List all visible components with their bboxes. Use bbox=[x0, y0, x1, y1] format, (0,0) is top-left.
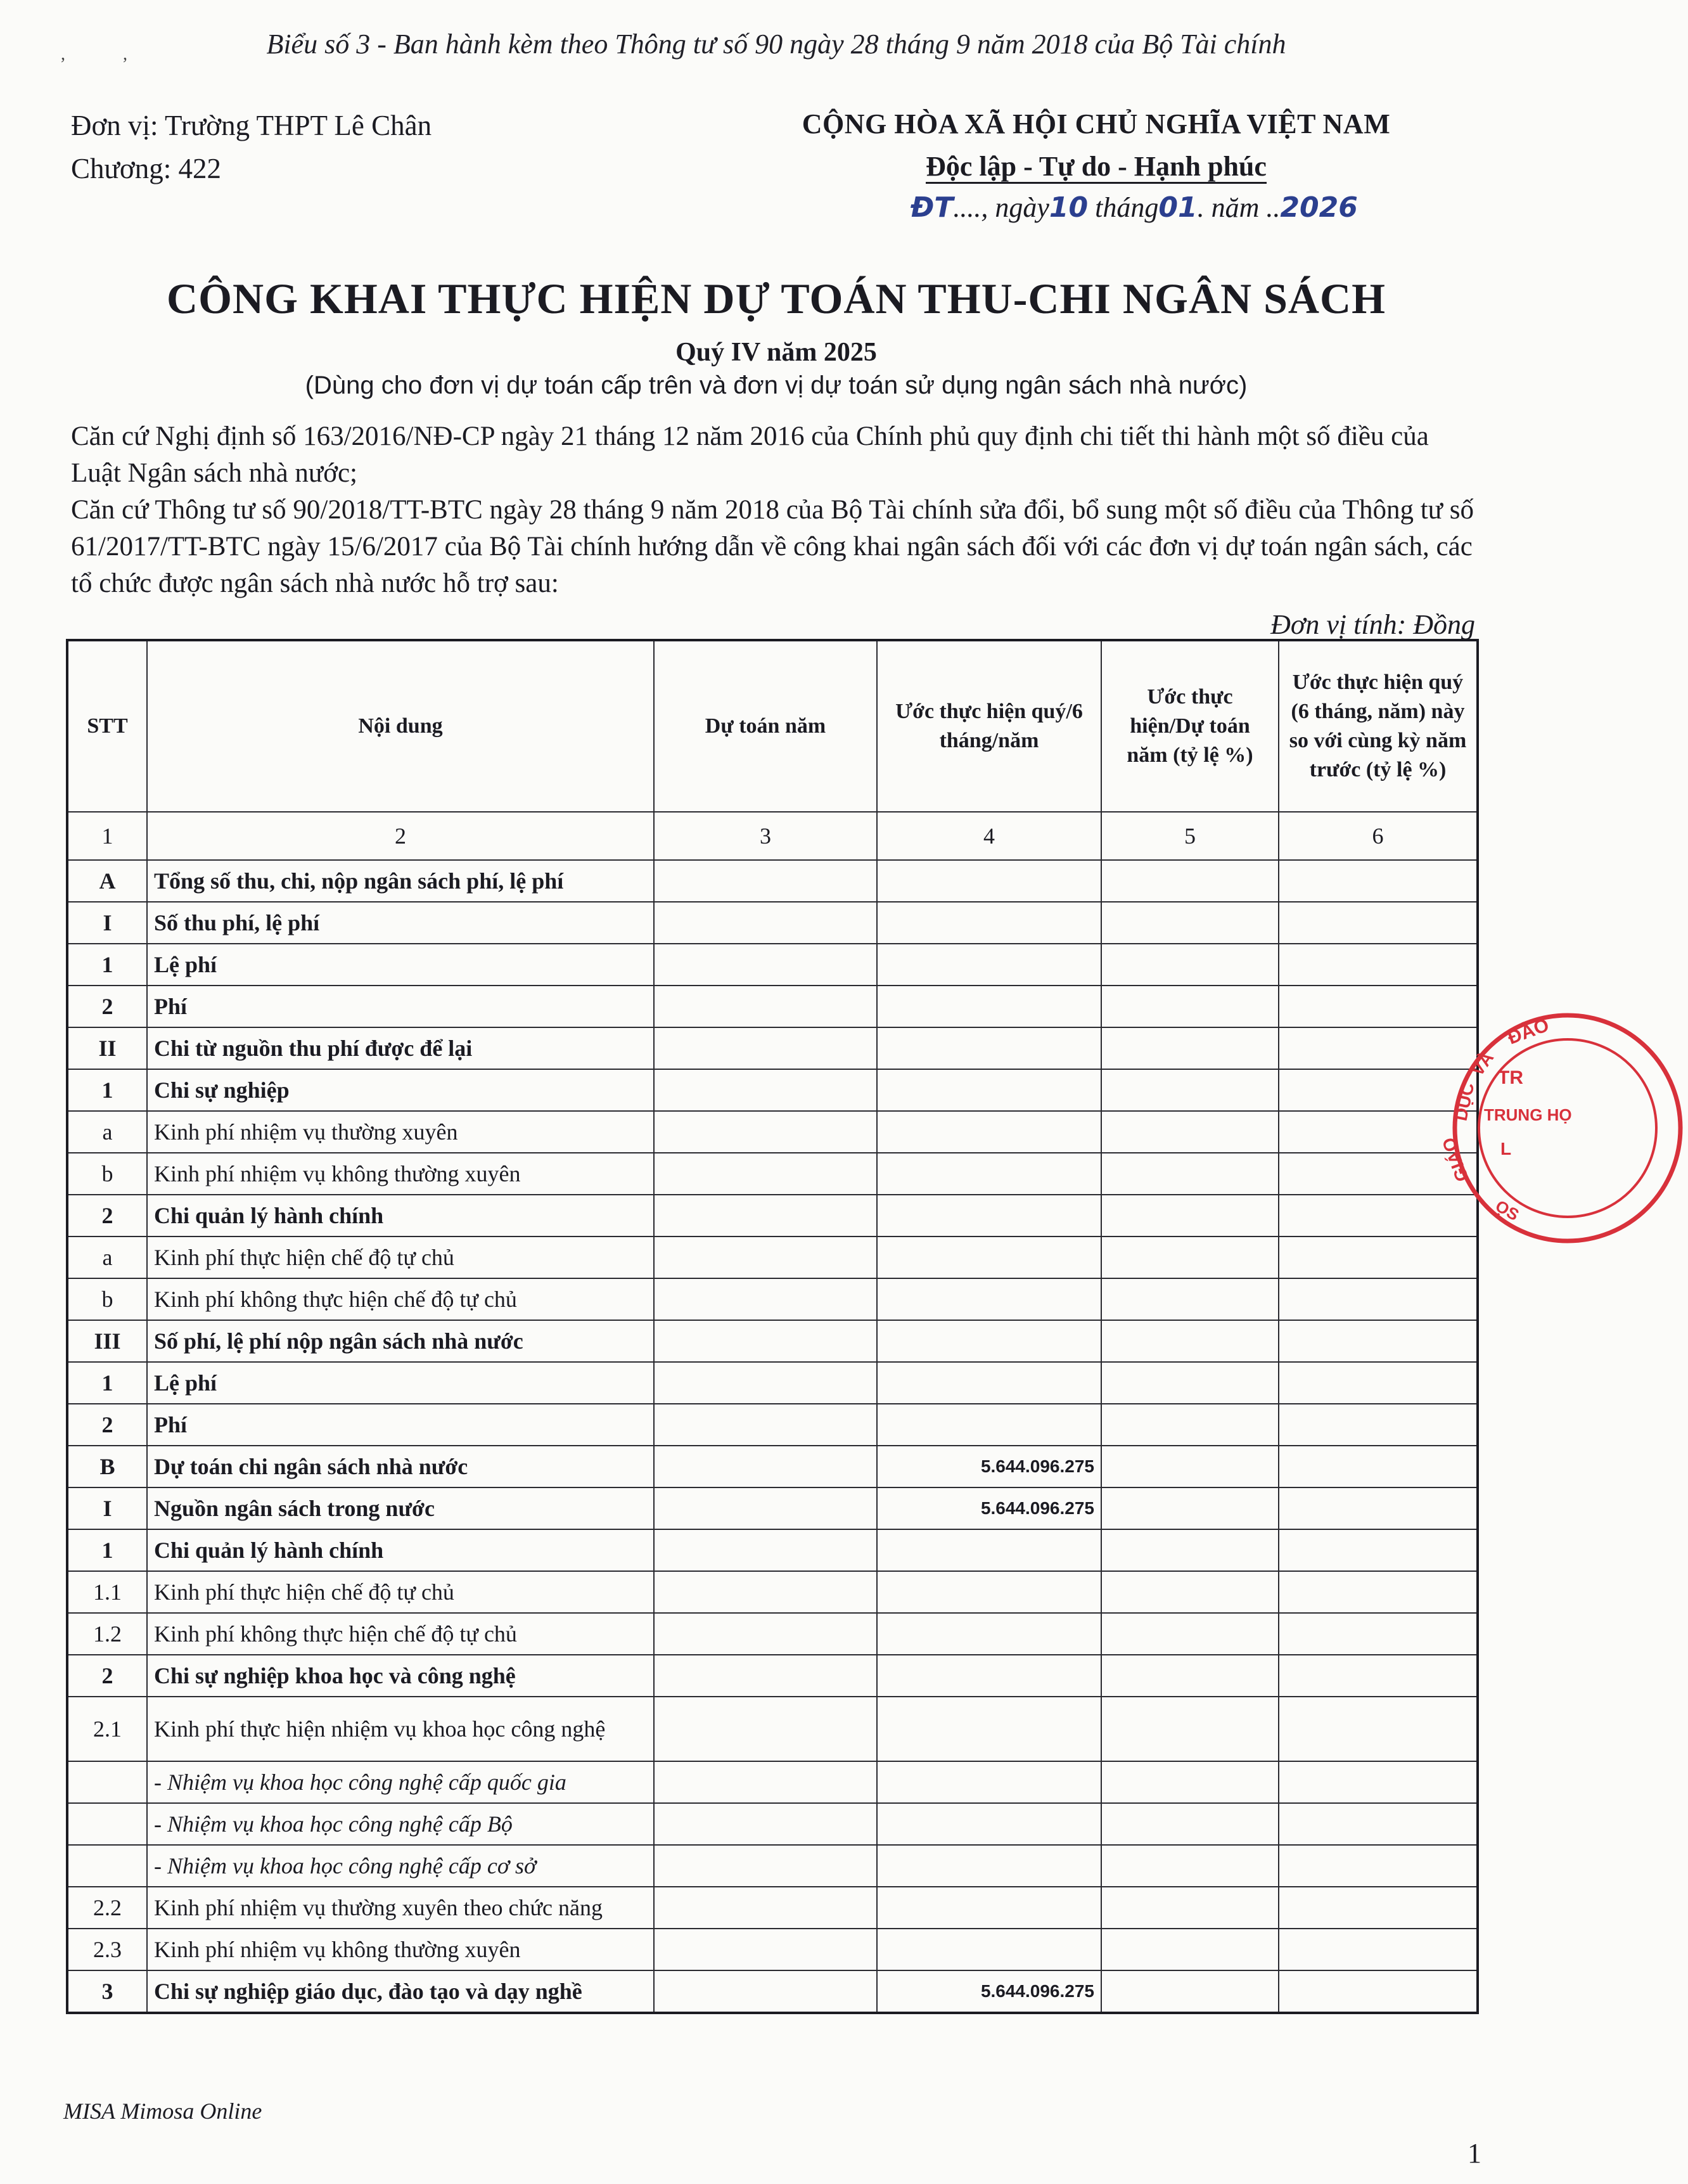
row-annual-estimate bbox=[654, 1446, 877, 1487]
row-stt: I bbox=[67, 902, 147, 944]
row-estimated-execution bbox=[877, 1529, 1101, 1571]
handwritten-day: 10 bbox=[1049, 191, 1089, 224]
row-ratio-estimate bbox=[1101, 1761, 1279, 1803]
row-estimated-execution bbox=[877, 1697, 1101, 1761]
basis-paragraph: Căn cứ Thông tư số 90/2018/TT-BTC ngày 28 tháng 9 năm 2018 của Bộ Tài chính sửa đổi, bổ sung một số điều của Thông tư số 61/2017/TT-BTC ngày 15/6/2017 của Bộ Tài chính hướng dẫn về công khai ngân sách đối với các đơn vị dự toán ngân sách, các tổ chức được ngân sách nhà nước hỗ trợ sau: bbox=[71, 495, 1474, 598]
row-annual-estimate bbox=[654, 1320, 877, 1362]
column-header: Ước thực hiện quý/6 tháng/năm bbox=[877, 640, 1101, 812]
row-ratio-estimate bbox=[1101, 1278, 1279, 1320]
column-number: 4 bbox=[877, 812, 1101, 860]
row-stt: 1 bbox=[67, 1529, 147, 1571]
row-ratio-previous-year bbox=[1279, 1487, 1478, 1529]
row-content: Kinh phí không thực hiện chế độ tự chủ bbox=[147, 1613, 654, 1655]
row-stt: I bbox=[67, 1487, 147, 1529]
table-row bbox=[67, 1887, 1478, 1929]
row-stt: 1.1 bbox=[67, 1571, 147, 1613]
table-row bbox=[67, 1069, 1478, 1111]
row-annual-estimate bbox=[654, 1487, 877, 1529]
row-annual-estimate bbox=[654, 1278, 877, 1320]
row-content: Kinh phí nhiệm vụ không thường xuyên bbox=[147, 1929, 654, 1970]
table-row bbox=[67, 986, 1478, 1027]
row-stt bbox=[67, 1803, 147, 1845]
stamp-text: L bbox=[1500, 1139, 1512, 1159]
table-row bbox=[67, 1027, 1478, 1069]
row-ratio-estimate bbox=[1101, 1320, 1279, 1362]
row-annual-estimate bbox=[654, 1761, 877, 1803]
row-annual-estimate bbox=[654, 1887, 877, 1929]
column-number: 5 bbox=[1101, 812, 1279, 860]
row-content: Phí bbox=[147, 986, 654, 1027]
row-content: Số phí, lệ phí nộp ngân sách nhà nước bbox=[147, 1320, 654, 1362]
row-stt: b bbox=[67, 1153, 147, 1195]
row-estimated-execution bbox=[877, 1278, 1101, 1320]
row-ratio-estimate bbox=[1101, 1446, 1279, 1487]
row-stt: 1 bbox=[67, 1069, 147, 1111]
row-estimated-execution bbox=[877, 1655, 1101, 1697]
table-row bbox=[67, 1697, 1478, 1761]
row-stt: III bbox=[67, 1320, 147, 1362]
row-annual-estimate bbox=[654, 902, 877, 944]
software-name: MISA Mimosa Online bbox=[63, 2098, 262, 2124]
row-content: Kinh phí nhiệm vụ không thường xuyên bbox=[147, 1153, 654, 1195]
row-ratio-estimate bbox=[1101, 1111, 1279, 1153]
row-ratio-estimate bbox=[1101, 986, 1279, 1027]
row-estimated-execution bbox=[877, 1111, 1101, 1153]
handwritten-place: ĐT bbox=[911, 191, 954, 224]
row-annual-estimate bbox=[654, 1195, 877, 1237]
row-stt: B bbox=[67, 1446, 147, 1487]
row-estimated-execution bbox=[877, 1571, 1101, 1613]
row-annual-estimate bbox=[654, 1362, 877, 1404]
row-ratio-previous-year bbox=[1279, 1697, 1478, 1761]
row-annual-estimate bbox=[654, 1069, 877, 1111]
table-row bbox=[67, 1655, 1478, 1697]
row-content: - Nhiệm vụ khoa học công nghệ cấp quốc gia bbox=[147, 1761, 654, 1803]
table-row bbox=[67, 1845, 1478, 1887]
top-note: Biểu số 3 - Ban hành kèm theo Thông tư số 90 ngày 28 tháng 9 năm 2018 của Bộ Tài chính bbox=[266, 29, 1286, 60]
row-annual-estimate bbox=[654, 1845, 877, 1887]
row-ratio-estimate bbox=[1101, 1404, 1279, 1446]
row-ratio-previous-year bbox=[1279, 902, 1478, 944]
row-annual-estimate bbox=[654, 944, 877, 986]
row-ratio-previous-year bbox=[1279, 1529, 1478, 1571]
row-estimated-execution bbox=[877, 944, 1101, 986]
row-stt: 2.1 bbox=[67, 1697, 147, 1761]
row-annual-estimate bbox=[654, 1655, 877, 1697]
row-content: Kinh phí thực hiện chế độ tự chủ bbox=[147, 1237, 654, 1278]
table-row bbox=[67, 1111, 1478, 1153]
row-estimated-execution bbox=[877, 1320, 1101, 1362]
row-ratio-estimate bbox=[1101, 1529, 1279, 1571]
row-annual-estimate bbox=[654, 1803, 877, 1845]
row-annual-estimate bbox=[654, 860, 877, 902]
row-annual-estimate bbox=[654, 1571, 877, 1613]
table-row bbox=[67, 1362, 1478, 1404]
row-content: Kinh phí nhiệm vụ thường xuyên theo chức năng bbox=[147, 1887, 654, 1929]
month-label: tháng bbox=[1095, 192, 1159, 223]
row-content: - Nhiệm vụ khoa học công nghệ cấp Bộ bbox=[147, 1803, 654, 1845]
row-estimated-execution bbox=[877, 1153, 1101, 1195]
table-row bbox=[67, 944, 1478, 986]
year-label: . năm .. bbox=[1197, 192, 1281, 223]
row-ratio-estimate bbox=[1101, 1929, 1279, 1970]
handwritten-year: 2026 bbox=[1280, 191, 1358, 224]
row-content: - Nhiệm vụ khoa học công nghệ cấp cơ sở bbox=[147, 1845, 654, 1887]
document-usage-note: (Dùng cho đơn vị dự toán cấp trên và đơn vị dự toán sử dụng ngân sách nhà nước) bbox=[305, 371, 1248, 399]
official-stamp bbox=[1438, 1008, 1688, 1249]
row-annual-estimate bbox=[654, 986, 877, 1027]
row-stt: 2 bbox=[67, 1655, 147, 1697]
row-estimated-execution bbox=[877, 1069, 1101, 1111]
column-header: Dự toán năm bbox=[654, 640, 877, 812]
row-ratio-estimate bbox=[1101, 1655, 1279, 1697]
row-content: Tổng số thu, chi, nộp ngân sách phí, lệ phí bbox=[147, 860, 654, 902]
table-header-row bbox=[67, 640, 1478, 812]
row-stt: 3 bbox=[67, 1970, 147, 2013]
row-ratio-estimate bbox=[1101, 1362, 1279, 1404]
row-stt: a bbox=[67, 1111, 147, 1153]
legal-basis bbox=[71, 418, 1478, 602]
row-ratio-previous-year bbox=[1279, 1803, 1478, 1845]
unit-name: Đơn vị: Trường THPT Lê Chân bbox=[71, 110, 432, 141]
row-stt: 1.2 bbox=[67, 1613, 147, 1655]
column-header: Nội dung bbox=[147, 640, 654, 812]
scan-marks: , , bbox=[61, 44, 127, 64]
table-row bbox=[67, 1529, 1478, 1571]
table-row bbox=[67, 1237, 1478, 1278]
stamp-text: DỤC bbox=[1450, 1081, 1478, 1123]
row-stt: 1 bbox=[67, 1362, 147, 1404]
row-stt: II bbox=[67, 1027, 147, 1069]
column-number: 1 bbox=[67, 812, 147, 860]
row-estimated-execution bbox=[877, 1027, 1101, 1069]
row-annual-estimate bbox=[654, 1237, 877, 1278]
stamp-text: ỌS bbox=[1492, 1196, 1523, 1224]
table-row bbox=[67, 1320, 1478, 1362]
row-estimated-execution: 5.644.096.275 bbox=[877, 1446, 1101, 1487]
national-motto: Độc lập - Tự do - Hạnh phúc bbox=[926, 153, 1267, 184]
row-stt: 2 bbox=[67, 1195, 147, 1237]
row-estimated-execution bbox=[877, 1803, 1101, 1845]
row-ratio-estimate bbox=[1101, 1153, 1279, 1195]
row-estimated-execution: 5.644.096.275 bbox=[877, 1970, 1101, 2013]
row-ratio-estimate bbox=[1101, 1970, 1279, 2013]
row-content: Chi quản lý hành chính bbox=[147, 1529, 654, 1571]
row-annual-estimate bbox=[654, 1153, 877, 1195]
row-estimated-execution bbox=[877, 1929, 1101, 1970]
row-content: Nguồn ngân sách trong nước bbox=[147, 1487, 654, 1529]
column-header: Ước thực hiện/Dự toán năm (tỷ lệ %) bbox=[1101, 640, 1279, 812]
row-ratio-previous-year bbox=[1279, 1887, 1478, 1929]
row-annual-estimate bbox=[654, 1529, 877, 1571]
row-ratio-previous-year bbox=[1279, 1362, 1478, 1404]
handwritten-month: 01 bbox=[1158, 191, 1198, 224]
row-content: Chi sự nghiệp bbox=[147, 1069, 654, 1111]
row-ratio-estimate bbox=[1101, 1697, 1279, 1761]
column-number: 3 bbox=[654, 812, 877, 860]
national-header bbox=[779, 108, 1413, 224]
row-content: Dự toán chi ngân sách nhà nước bbox=[147, 1446, 654, 1487]
day-label: ngày bbox=[995, 192, 1049, 223]
table-row bbox=[67, 1278, 1478, 1320]
column-number: 6 bbox=[1279, 812, 1478, 860]
row-ratio-previous-year bbox=[1279, 1278, 1478, 1320]
row-ratio-estimate bbox=[1101, 860, 1279, 902]
row-estimated-execution bbox=[877, 1195, 1101, 1237]
row-ratio-estimate bbox=[1101, 1845, 1279, 1887]
row-content: Lệ phí bbox=[147, 1362, 654, 1404]
document-period: Quý IV năm 2025 bbox=[675, 338, 877, 367]
table-row bbox=[67, 1195, 1478, 1237]
stamp-text: ĐÀO bbox=[1505, 1014, 1552, 1049]
row-stt: a bbox=[67, 1237, 147, 1278]
row-content: Chi quản lý hành chính bbox=[147, 1195, 654, 1237]
row-ratio-previous-year bbox=[1279, 1446, 1478, 1487]
row-content: Chi từ nguồn thu phí được để lại bbox=[147, 1027, 654, 1069]
table-row bbox=[67, 1404, 1478, 1446]
row-stt: A bbox=[67, 860, 147, 902]
row-ratio-estimate bbox=[1101, 1027, 1279, 1069]
currency-unit: Đơn vị tính: Đồng bbox=[1270, 609, 1475, 640]
row-annual-estimate bbox=[654, 1929, 877, 1970]
row-annual-estimate bbox=[654, 1404, 877, 1446]
row-annual-estimate bbox=[654, 1970, 877, 2013]
row-estimated-execution bbox=[877, 902, 1101, 944]
basis-paragraph: Căn cứ Nghị định số 163/2016/NĐ-CP ngày 21 tháng 12 năm 2016 của Chính phủ quy định chi tiết thi hành một số điều của Luật Ngân sách nhà nước; bbox=[71, 421, 1429, 488]
row-content: Chi sự nghiệp giáo dục, đào tạo và dạy nghề bbox=[147, 1970, 654, 2013]
table-row bbox=[67, 1970, 1478, 2013]
table-row bbox=[67, 1487, 1478, 1529]
row-estimated-execution bbox=[877, 1613, 1101, 1655]
row-ratio-estimate bbox=[1101, 1195, 1279, 1237]
row-estimated-execution bbox=[877, 1845, 1101, 1887]
row-stt: b bbox=[67, 1278, 147, 1320]
column-header: Ước thực hiện quý (6 tháng, năm) này so với cùng kỳ năm trước (tỷ lệ %) bbox=[1279, 640, 1478, 812]
stamp-inner-ring bbox=[1479, 1039, 1656, 1217]
row-ratio-previous-year bbox=[1279, 944, 1478, 986]
nation-name: CỘNG HÒA XÃ HỘI CHỦ NGHĨA VIỆT NAM bbox=[802, 108, 1391, 139]
table-row bbox=[67, 1613, 1478, 1655]
date-line bbox=[779, 191, 1413, 224]
table-row bbox=[67, 1803, 1478, 1845]
table-row bbox=[67, 1446, 1478, 1487]
row-content: Phí bbox=[147, 1404, 654, 1446]
row-stt bbox=[67, 1845, 147, 1887]
row-stt: 2 bbox=[67, 1404, 147, 1446]
column-number: 2 bbox=[147, 812, 654, 860]
row-estimated-execution bbox=[877, 1404, 1101, 1446]
chapter-code: Chương: 422 bbox=[71, 153, 221, 184]
row-content: Lệ phí bbox=[147, 944, 654, 986]
table-row bbox=[67, 1761, 1478, 1803]
row-ratio-estimate bbox=[1101, 1803, 1279, 1845]
stamp-text: TRUNG HỌ bbox=[1484, 1105, 1572, 1124]
row-estimated-execution bbox=[877, 986, 1101, 1027]
place-dots: ...., bbox=[953, 192, 988, 223]
row-ratio-previous-year bbox=[1279, 1845, 1478, 1887]
table-row bbox=[67, 902, 1478, 944]
row-ratio-estimate bbox=[1101, 1237, 1279, 1278]
table-row bbox=[67, 1571, 1478, 1613]
row-content: Kinh phí nhiệm vụ thường xuyên bbox=[147, 1111, 654, 1153]
row-ratio-estimate bbox=[1101, 1487, 1279, 1529]
row-ratio-previous-year bbox=[1279, 1761, 1478, 1803]
row-annual-estimate bbox=[654, 1027, 877, 1069]
row-content: Kinh phí thực hiện nhiệm vụ khoa học công nghệ bbox=[147, 1697, 654, 1761]
row-ratio-estimate bbox=[1101, 1613, 1279, 1655]
row-content: Chi sự nghiệp khoa học và công nghệ bbox=[147, 1655, 654, 1697]
row-ratio-previous-year bbox=[1279, 1571, 1478, 1613]
row-stt: 1 bbox=[67, 944, 147, 986]
table-row bbox=[67, 1929, 1478, 1970]
row-ratio-estimate bbox=[1101, 1069, 1279, 1111]
row-ratio-previous-year bbox=[1279, 1655, 1478, 1697]
document-title: CÔNG KHAI THỰC HIỆN DỰ TOÁN THU-CHI NGÂN SÁCH bbox=[166, 274, 1386, 323]
row-estimated-execution: 5.644.096.275 bbox=[877, 1487, 1101, 1529]
row-stt: 2.2 bbox=[67, 1887, 147, 1929]
row-content: Số thu phí, lệ phí bbox=[147, 902, 654, 944]
row-stt: 2.3 bbox=[67, 1929, 147, 1970]
stamp-outer-ring bbox=[1455, 1015, 1680, 1241]
budget-table bbox=[66, 639, 1479, 2014]
table-row bbox=[67, 1153, 1478, 1195]
row-ratio-estimate bbox=[1101, 1887, 1279, 1929]
row-stt: 2 bbox=[67, 986, 147, 1027]
row-ratio-previous-year bbox=[1279, 1404, 1478, 1446]
stamp-text: GIÁO bbox=[1438, 1134, 1473, 1185]
row-ratio-previous-year bbox=[1279, 860, 1478, 902]
row-estimated-execution bbox=[877, 1887, 1101, 1929]
column-header: STT bbox=[67, 640, 147, 812]
row-annual-estimate bbox=[654, 1111, 877, 1153]
row-ratio-previous-year bbox=[1279, 1613, 1478, 1655]
row-ratio-estimate bbox=[1101, 944, 1279, 986]
row-annual-estimate bbox=[654, 1613, 877, 1655]
row-ratio-estimate bbox=[1101, 1571, 1279, 1613]
row-estimated-execution bbox=[877, 1237, 1101, 1278]
row-estimated-execution bbox=[877, 1362, 1101, 1404]
column-number-row bbox=[67, 812, 1478, 860]
row-ratio-previous-year bbox=[1279, 1970, 1478, 2013]
row-ratio-previous-year bbox=[1279, 1320, 1478, 1362]
row-estimated-execution bbox=[877, 860, 1101, 902]
page-number: 1 bbox=[1467, 2138, 1481, 2169]
row-stt bbox=[67, 1761, 147, 1803]
row-content: Kinh phí thực hiện chế độ tự chủ bbox=[147, 1571, 654, 1613]
row-content: Kinh phí không thực hiện chế độ tự chủ bbox=[147, 1278, 654, 1320]
row-estimated-execution bbox=[877, 1761, 1101, 1803]
row-annual-estimate bbox=[654, 1697, 877, 1761]
table-row bbox=[67, 860, 1478, 902]
row-ratio-previous-year bbox=[1279, 1929, 1478, 1970]
stamp-text: VÀ bbox=[1467, 1048, 1498, 1080]
row-ratio-estimate bbox=[1101, 902, 1279, 944]
stamp-text: TR bbox=[1498, 1067, 1523, 1088]
